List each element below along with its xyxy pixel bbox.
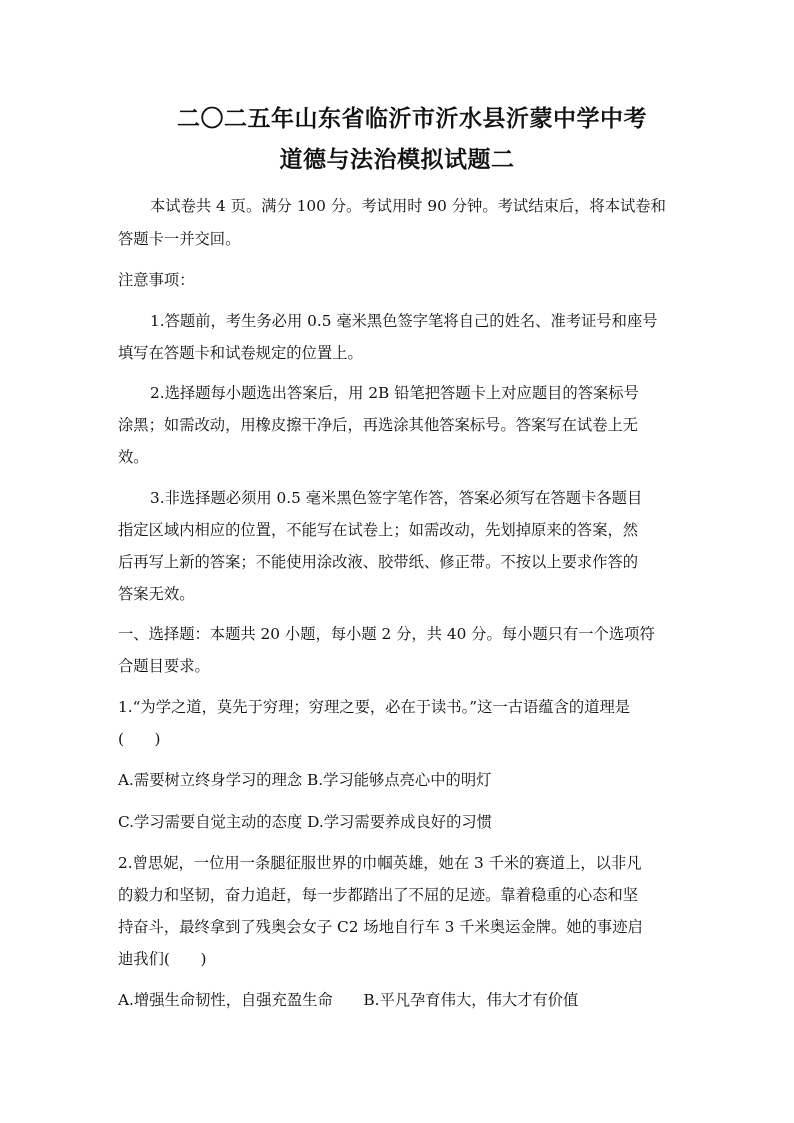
q2-stem-line2: 的毅力和坚韧，奋力追赶，每一步都踏出了不屈的足迹。靠着稳重的心态和坚 bbox=[118, 886, 639, 904]
note2-line1: 2.选择题每小题选出答案后，用 2B 铅笔把答题卡上对应题目的答案标号 bbox=[150, 384, 639, 402]
note2-line3: 效。 bbox=[118, 448, 149, 466]
q1-options-ab: A.需要树立终身学习的理念 B.学习能够点亮心中的明灯 bbox=[118, 771, 492, 789]
q2-stem-line4: 迪我们( ) bbox=[118, 950, 207, 968]
q1-options-cd: C.学习需要自觉主动的态度 D.学习需要养成良好的习惯 bbox=[118, 813, 492, 831]
intro-line2: 答题卡一并交回。 bbox=[118, 230, 241, 248]
note1-line2: 填写在答题卡和试卷规定的位置上。 bbox=[118, 344, 363, 362]
note3-line3: 后再写上新的答案；不能使用涂改液、胶带纸、修正带。不按以上要求作答的 bbox=[118, 553, 639, 571]
note3-line1: 3.非选择题必须用 0.5 毫米黑色签字笔作答，答案必须写在答题卡各题目 bbox=[150, 489, 643, 507]
exam-title-line2: 道德与法治模拟试题二 bbox=[279, 147, 515, 173]
section1-line2: 合题目要求。 bbox=[118, 657, 210, 675]
note3-line2: 指定区域内相应的位置，不能写在试卷上；如需改动，先划掉原来的答案，然 bbox=[118, 521, 639, 539]
exam-title-line1: 二〇二五年山东省临沂市沂水县沂蒙中学中考 bbox=[177, 106, 647, 132]
q2-stem-line3: 持奋斗，最终拿到了残奥会女子 C2 场地自行车 3 千米奥运金牌。她的事迹启 bbox=[118, 918, 643, 936]
notes-heading: 注意事项： bbox=[118, 271, 195, 289]
intro-line1: 本试卷共 4 页。满分 100 分。考试用时 90 分钟。考试结束后，将本试卷和 bbox=[150, 197, 666, 215]
q1-stem-line1: 1.“为学之道，莫先于穷理；穷理之要，必在于读书。”这一古语蕴含的道理是 bbox=[118, 698, 631, 716]
q2-stem-line1: 2.曾思妮，一位用一条腿征服世界的巾帼英雄，她在 3 千米的赛道上，以非凡 bbox=[118, 854, 642, 872]
note1-line1: 1.答题前，考生务必用 0.5 毫米黑色签字笔将自己的姓名、准考证号和座号 bbox=[150, 312, 658, 330]
q2-options-ab: A.增强生命韧性，自强充盈生命 B.平凡孕育伟大，伟大才有价值 bbox=[118, 991, 579, 1009]
note2-line2: 涂黑；如需改动，用橡皮擦干净后，再选涂其他答案标号。答案写在试卷上无 bbox=[118, 416, 639, 434]
note3-line4: 答案无效。 bbox=[118, 585, 195, 603]
section1-line1: 一、选择题：本题共 20 小题，每小题 2 分，共 40 分。每小题只有一个选项符 bbox=[118, 625, 655, 643]
q1-stem-line2: ( ) bbox=[118, 730, 161, 748]
